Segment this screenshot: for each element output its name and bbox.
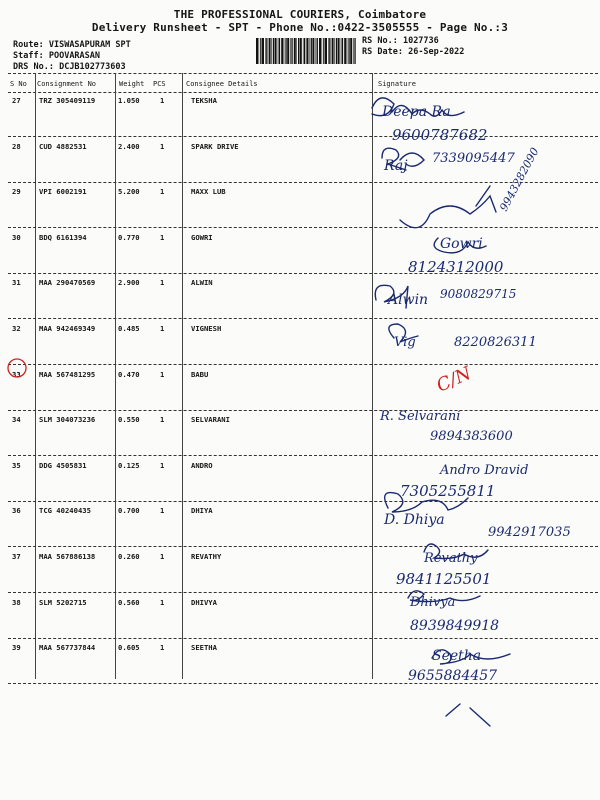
row-pcs: 1	[160, 96, 165, 105]
table-header	[8, 80, 598, 90]
row-weight: 0.260	[118, 552, 140, 561]
row-divider	[8, 364, 598, 365]
signature-phone-38: 8939849918	[410, 618, 500, 634]
row-consignment: MAA 567481295	[39, 369, 96, 379]
row-sno: 35	[12, 460, 21, 470]
row-pcs: 1	[160, 141, 165, 151]
row-weight: 0.470	[118, 369, 140, 379]
table-row	[8, 643, 598, 687]
table-row	[8, 461, 598, 505]
row-consignment: SLM 304073236	[39, 415, 96, 425]
signature-phone-32: 8220826311	[454, 335, 537, 350]
row-consignment: MAA 290470569	[39, 278, 96, 288]
row-consignment: MAA 942469349	[39, 324, 96, 333]
row-consignee: TEKSHA	[191, 96, 217, 105]
col-signature: Signature	[378, 80, 416, 88]
table-row	[8, 233, 598, 277]
table-row	[8, 324, 598, 368]
signature-name-30: Gowri	[440, 236, 483, 252]
row-weight: 0.700	[118, 506, 140, 516]
row-sno: 34	[12, 415, 21, 425]
row-sno: 33	[12, 369, 21, 379]
row-pcs: 1	[160, 232, 165, 242]
table-row	[8, 278, 598, 322]
row-divider	[8, 273, 598, 274]
runsheet-title	[0, 8, 600, 34]
row-sno: 37	[12, 552, 21, 561]
row-pcs: 1	[160, 369, 165, 379]
end-check-mark	[446, 704, 490, 726]
row-pcs: 1	[160, 597, 165, 607]
row-divider	[8, 592, 598, 593]
row-consignee: VIGNESH	[191, 324, 222, 333]
signature-name-31: Alwin	[388, 292, 429, 308]
route-line: Route: VISWASAPURAM SPT	[13, 40, 131, 50]
row-sno: 38	[12, 597, 21, 607]
rs-date-line: RS Date: 26-Sep-2022	[362, 47, 465, 57]
row-divider	[8, 227, 598, 228]
row-divider	[8, 318, 598, 319]
row-consignment: MAA 567886138	[39, 552, 96, 561]
row-sno: 32	[12, 324, 21, 333]
route-value: VISWASAPURAM SPT	[48, 40, 131, 50]
signature-name-39: Seetha	[432, 648, 482, 664]
signature-phone-37: 9841125501	[396, 570, 492, 588]
row-weight: 0.485	[118, 324, 140, 333]
row-weight: 0.605	[118, 643, 140, 653]
col-consignee: Consignee Details	[186, 80, 258, 88]
signature-phone-35: 7305255811	[400, 482, 496, 500]
signature-name-28: Raj	[384, 158, 408, 174]
row-sno: 36	[12, 506, 21, 516]
row-divider	[8, 638, 598, 639]
row-consignee: DHIYA	[191, 506, 213, 516]
row-consignment: CUD 4882531	[39, 141, 87, 151]
row-consignment: MAA 567737844	[39, 643, 96, 653]
row-sno: 27	[12, 96, 21, 105]
table-row	[8, 142, 598, 186]
table-row	[8, 187, 598, 231]
signature-phone-28: 7339095447	[432, 151, 515, 166]
row-pcs: 1	[160, 415, 165, 425]
table-row	[8, 506, 598, 550]
signature-name-27: Deepa Ra	[382, 104, 451, 120]
rs-no-line: RS No.: 1027736	[362, 36, 439, 46]
table-row	[8, 552, 598, 596]
signature-name-37: Revathy	[424, 551, 478, 566]
row-divider	[8, 501, 598, 502]
col-sno: S No	[10, 80, 27, 88]
header-divider-bottom	[8, 92, 598, 93]
rs-no-value: 1027736	[402, 36, 439, 46]
row-pcs: 1	[160, 324, 165, 333]
col-consignment: Consignment No	[37, 80, 97, 88]
col-weight: Weight	[119, 80, 145, 88]
row-divider	[8, 136, 598, 137]
row-consignee: DHIVYA	[191, 597, 217, 607]
table-row	[8, 415, 598, 459]
signature-name-32: Vig	[394, 335, 416, 350]
row-consignee: MAXX LUB	[191, 187, 226, 197]
signature-phone-29: 9943282090	[497, 145, 542, 214]
signature-phone-30: 8124312000	[408, 258, 504, 276]
rs-date-value: 26-Sep-2022	[408, 47, 465, 57]
row-consignment: VPI 6002191	[39, 187, 87, 197]
row-consignee: BABU	[191, 369, 209, 379]
row-sno: 31	[12, 278, 21, 288]
row-sno: 28	[12, 141, 21, 151]
staff-line: Staff: POOVARASAN	[13, 51, 101, 61]
table-row	[8, 370, 598, 414]
row-weight: 2.900	[118, 278, 140, 288]
signature-name-36: D. Dhiya	[384, 512, 445, 528]
row-sno: 29	[12, 187, 21, 197]
row-divider	[8, 182, 598, 183]
signature-name-34: R. Selvarani	[380, 409, 461, 424]
row-consignee: ANDRO	[191, 460, 213, 470]
barcode-image	[256, 38, 356, 64]
runsheet-line: Delivery Runsheet - SPT - Phone No.:0422-3505555 - Page No.:3	[91, 21, 509, 34]
row-consignee: SELVARANI	[191, 415, 230, 425]
row-consignment: TRZ 305409119	[39, 96, 96, 105]
row-sno: 39	[12, 643, 21, 653]
row-consignee: SPARK DRIVE	[191, 141, 239, 151]
col-pcs: PCS	[153, 80, 166, 88]
signature-phone-39: 9655884457	[408, 668, 498, 684]
table-row	[8, 598, 598, 642]
row-divider	[8, 410, 598, 411]
row-weight: 2.400	[118, 141, 140, 151]
signature-phone-34: 9894383600	[430, 429, 513, 444]
row-pcs: 1	[160, 552, 165, 561]
row-weight: 0.125	[118, 460, 140, 470]
row-consignee: GOWRI	[191, 232, 213, 242]
signature-name-35: Andro Dravid	[440, 463, 529, 478]
row-divider	[8, 683, 598, 684]
row-consignee: REVATHY	[191, 552, 222, 561]
company-name: THE PROFESSIONAL COURIERS, Coimbatore	[173, 8, 427, 21]
row-pcs: 1	[160, 506, 165, 516]
row-pcs: 1	[160, 278, 165, 288]
signature-phone-36: 9942917035	[488, 525, 571, 540]
staff-value: POOVARASAN	[48, 51, 101, 61]
row-divider	[8, 546, 598, 547]
row-sno: 30	[12, 232, 21, 242]
row-consignment: BDQ 6161394	[39, 232, 87, 242]
row-weight: 0.770	[118, 232, 140, 242]
row-weight: 0.560	[118, 597, 140, 607]
signature-phone-27: 9600787682	[392, 126, 488, 144]
signature-phone-31: 9080829715	[440, 287, 517, 301]
row-pcs: 1	[160, 187, 165, 197]
row-divider	[8, 455, 598, 456]
drs-line: DRS No.: DCJB102773603	[13, 62, 126, 72]
row-consignee: SEETHA	[191, 643, 217, 653]
drs-value: DCJB102773603	[59, 62, 126, 72]
row-consignment: TCG 40240435	[39, 506, 91, 516]
row-consignee: ALWIN	[191, 278, 213, 288]
row-weight: 1.050	[118, 96, 140, 105]
row-consignment: DDG 4505831	[39, 460, 87, 470]
cn-annotation: C/N	[433, 362, 475, 397]
header-divider-top	[8, 73, 598, 74]
table-row	[8, 96, 598, 140]
row-pcs: 1	[160, 643, 165, 653]
row-weight: 5.200	[118, 187, 140, 197]
signature-name-38: Dhivya	[410, 595, 456, 610]
row-consignment: SLM 5202715	[39, 597, 87, 607]
row-pcs: 1	[160, 460, 165, 470]
row-weight: 0.550	[118, 415, 140, 425]
